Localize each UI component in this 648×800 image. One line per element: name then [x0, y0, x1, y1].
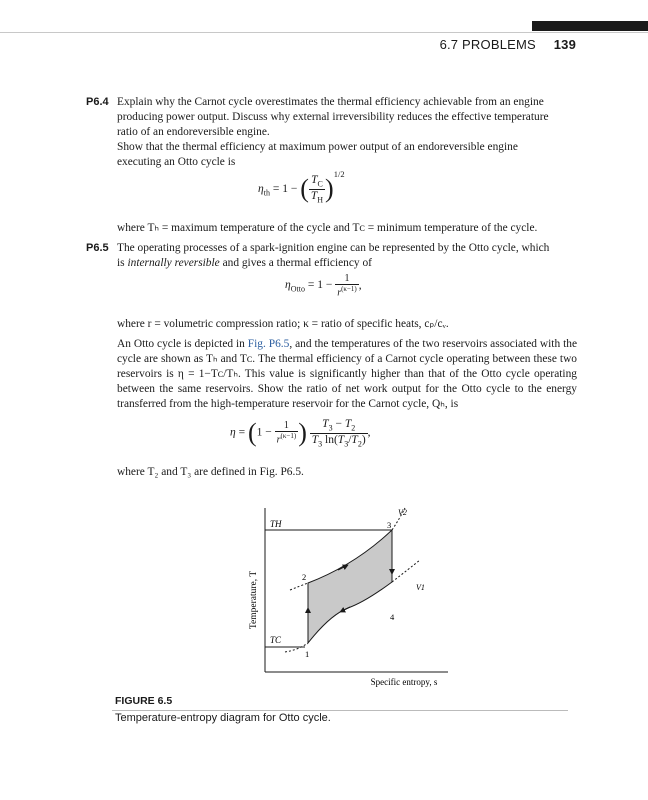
p64-line: producing power output. Discuss why external irreversibility reduces the effective temperature — [117, 111, 549, 123]
v1-label: V1 — [416, 583, 425, 592]
page-number: 139 — [553, 37, 576, 52]
isochore-v1-extension — [392, 560, 420, 582]
p65-text: is — [117, 257, 128, 269]
p65-text: and gives a thermal efficiency of — [219, 257, 372, 269]
y-axis-label: Temperature, T — [249, 570, 259, 630]
isochore-v2-extension — [290, 583, 308, 590]
cycle-area — [308, 530, 392, 643]
figure-link[interactable]: Fig. P6.5 — [247, 338, 290, 350]
figure-caption: Temperature-entropy diagram for Otto cycle. — [115, 712, 331, 724]
v2-label: V2 — [398, 508, 407, 517]
point-3-label: 3 — [387, 520, 392, 530]
point-2-label: 2 — [302, 572, 307, 582]
figure-label: FIGURE 6.5 — [115, 695, 173, 707]
p65-where2: where T₂ and T₃ are defined in Fig. P6.5. — [117, 466, 304, 478]
equation-eta-ratio: η = (1 − $\frac{1}{r^{(\kappa-1)}}$ ) $\frac{T_3 - T_2}{T_3 \ln(T_3/T_2)}$ , — [230, 418, 371, 448]
x-axis-label: Specific entropy, s — [370, 677, 438, 687]
p65-para-text: An Otto cycle is depicted in — [117, 338, 248, 350]
tc-label: TC — [270, 635, 282, 645]
equation-eta-th: $\eta_{th} = 1$ − ( $\frac{T_C}{T_H}$ )$^{1/2}$ — [258, 168, 345, 204]
point-4-label: 4 — [390, 612, 395, 622]
problem-label-p65: P6.5 — [86, 242, 109, 254]
p65-where1: where r = volumetric compression ratio; κ = ratio of specific heats, cₚ/cᵥ. — [117, 318, 449, 330]
p64-line: Show that the thermal efficiency at maximum power output of an endoreversible engine — [117, 141, 518, 153]
p65-line: The operating processes of a spark-ignition engine can be represented by the Otto cycle, which — [117, 242, 550, 254]
problem-label-p64: P6.4 — [86, 96, 109, 108]
figure-caption-rule — [112, 710, 568, 711]
p65-emphasis: internally reversible — [127, 257, 220, 269]
th-label: TH — [270, 519, 282, 529]
p64-where: where Tₕ = maximum temperature of the cycle and Tᴄ = minimum temperature of the cycle. — [117, 222, 538, 234]
p65-para-text: , and the temperatures of the two reservoirs associated with the cycle are shown as Tₕ and Tᴄ. The thermal efficiency of a Carnot cycle operating between these two reservoirs is η = 1−Tᴄ/Tₕ. This value is significantly higher than that of the Otto cycle operating between the same reservoirs. Show the ratio of net work output for the Otto cycle to the energy transferred from the high-temperature reservoir for the Carnot cycle, Qₕ, is — [117, 338, 578, 410]
section-title: 6.7 PROBLEMS — [439, 37, 536, 52]
equation-eta-otto: $\eta_{Otto} = 1$ − $\frac{1}{r^{(\kappa-1)}}$ , — [285, 273, 362, 299]
p64-line: ratio of an endoreversible engine. — [117, 126, 270, 138]
point-1-label: 1 — [305, 649, 310, 659]
p64-line: Explain why the Carnot cycle overestimates the thermal efficiency achievable from an engine — [117, 96, 544, 108]
p64-line: executing an Otto cycle is — [117, 156, 236, 168]
